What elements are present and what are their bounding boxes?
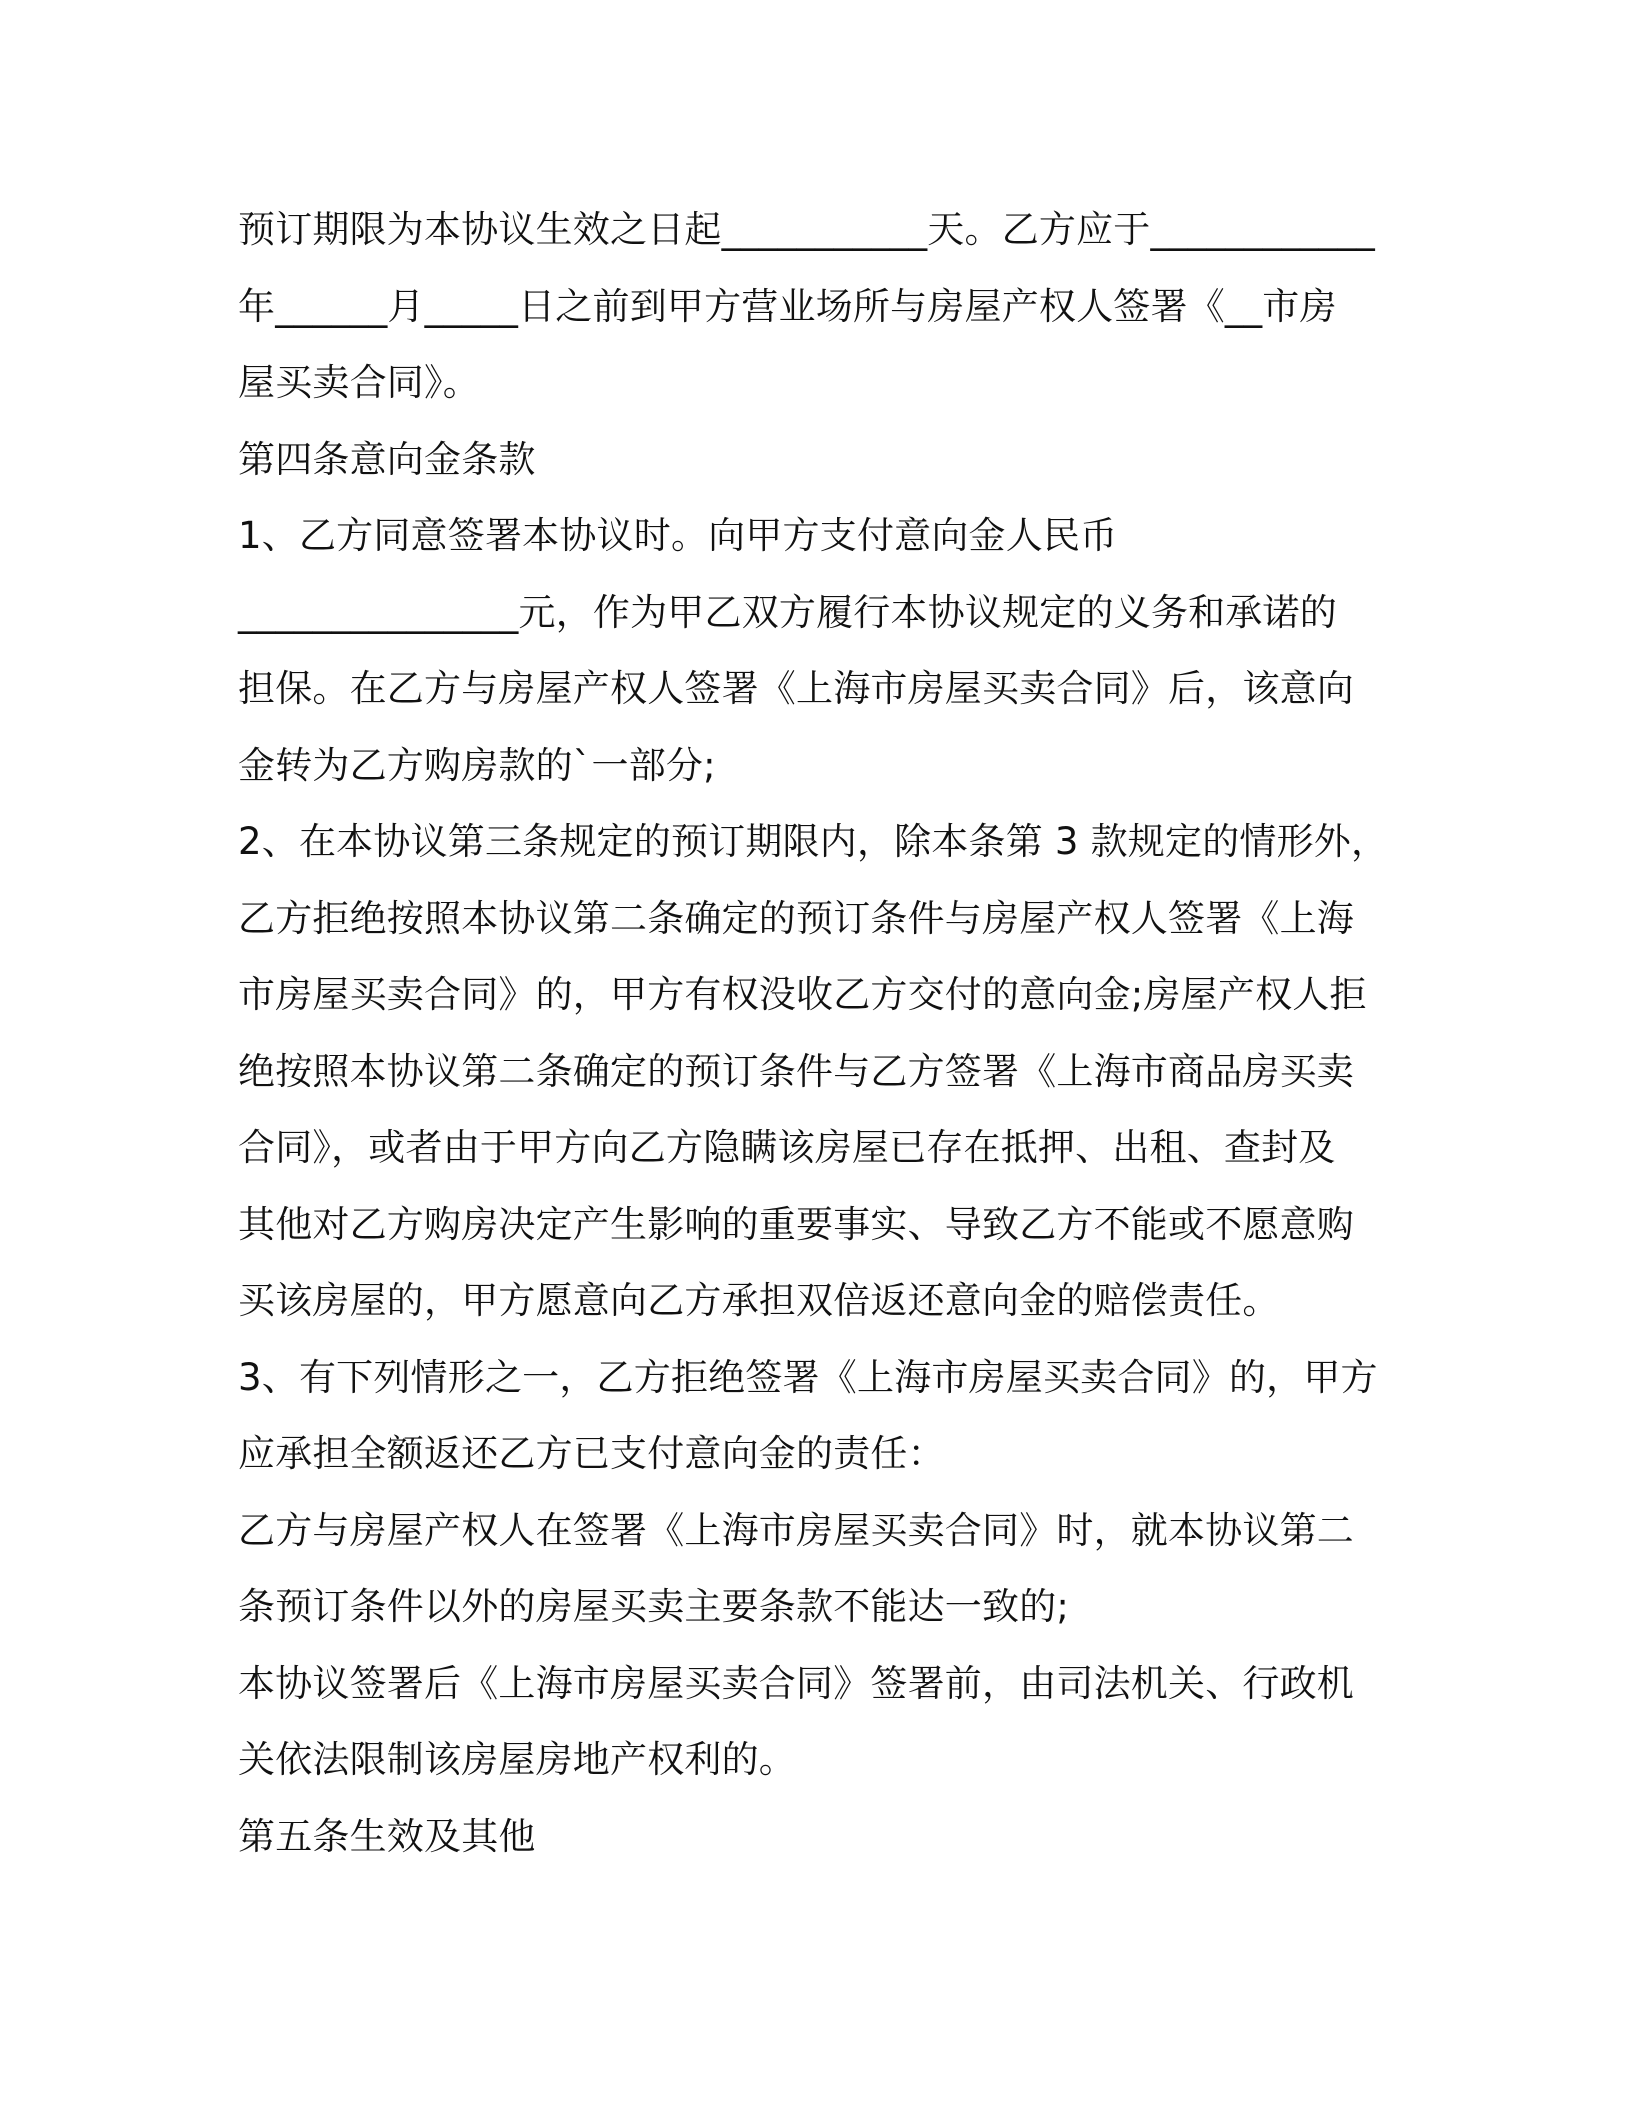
text-line: 年______月_____日之前到甲方营业场所与房屋产权人签署《__市房 — [238, 284, 1337, 328]
section-heading-article-4: 第四条意向金条款 — [238, 437, 536, 481]
text-line: 绝按照本协议第二条确定的预订条件与乙方签署《上海市商品房买卖 — [238, 1049, 1354, 1093]
text-line: 乙方与房屋产权人在签署《上海市房屋买卖合同》时，就本协议第二 — [238, 1508, 1354, 1552]
text-line: 条预订条件以外的房屋买卖主要条款不能达一致的; — [238, 1585, 1070, 1628]
text-line: 屋买卖合同》。 — [238, 361, 480, 404]
text-line: 应承担全额返还乙方已支付意向金的责任： — [238, 1432, 945, 1475]
text-line: 1、乙方同意签署本协议时。向甲方支付意向金人民币 — [238, 514, 1118, 557]
text-line: 预订期限为本协议生效之日起___________天。乙方应于____________ — [238, 208, 1375, 251]
text-line: 关依法限制该房屋房地产权利的。 — [238, 1738, 796, 1781]
text-line: 本协议签署后《上海市房屋买卖合同》签署前，由司法机关、行政机 — [238, 1661, 1354, 1705]
text-line: 市房屋买卖合同》的，甲方有权没收乙方交付的意向金;房屋产权人拒 — [238, 973, 1367, 1016]
document-body — [238, 192, 1398, 1875]
text-line: 乙方拒绝按照本协议第二条确定的预订条件与房屋产权人签署《上海 — [238, 896, 1354, 940]
text-line: 买该房屋的，甲方愿意向乙方承担双倍返还意向金的赔偿责任。 — [238, 1279, 1280, 1322]
text-line: 金转为乙方购房款的`一部分; — [238, 743, 716, 787]
text-line: 2、在本协议第三条规定的预订期限内，除本条第 3 款规定的情形外， — [238, 820, 1389, 863]
section-heading-article-5: 第五条生效及其他 — [238, 1814, 536, 1858]
text-line: 3、有下列情形之一，乙方拒绝签署《上海市房屋买卖合同》的，甲方 — [238, 1355, 1378, 1399]
text-line: 其他对乙方购房决定产生影响的重要事实、导致乙方不能或不愿意购 — [238, 1202, 1354, 1246]
text-line: 合同》，或者由于甲方向乙方隐瞒该房屋已存在抵押、出租、查封及 — [238, 1126, 1336, 1169]
text-line: _______________元，作为甲乙双方履行本协议规定的义务和承诺的 — [238, 590, 1337, 634]
text-line: 担保。在乙方与房屋产权人签署《上海市房屋买卖合同》后，该意向 — [238, 667, 1354, 710]
